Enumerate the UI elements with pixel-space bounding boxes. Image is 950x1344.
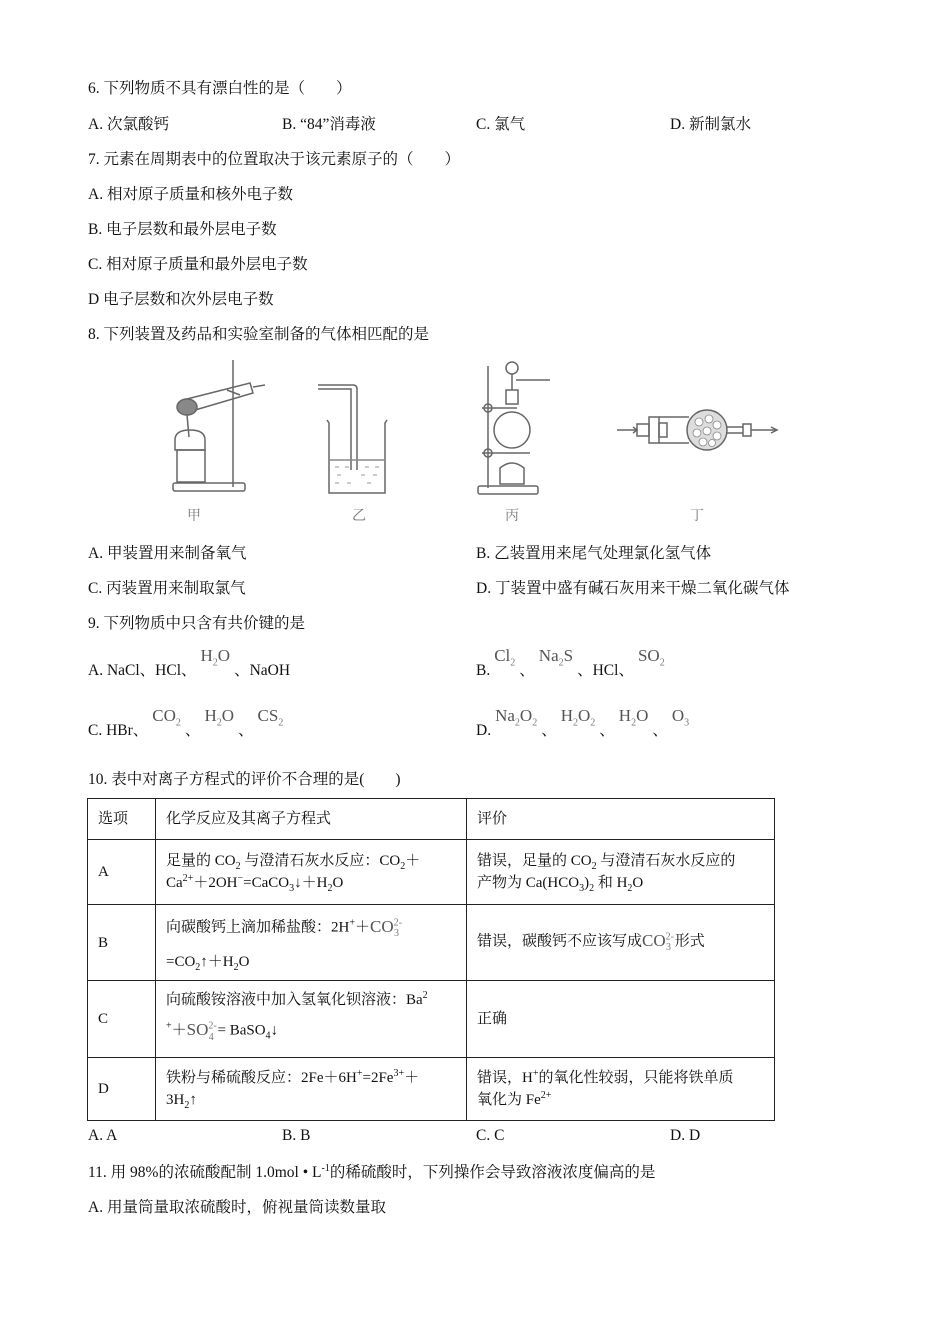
- separator: 、: [599, 722, 615, 739]
- q7-option-c: C. 相对原子质量和最外层电子数: [88, 256, 308, 273]
- heating-test-tube-apparatus-icon: [165, 355, 275, 495]
- q9-d-prefix: D.: [476, 722, 492, 739]
- table-row: [88, 981, 775, 1058]
- q8-option-a: A. 甲装置用来制备氧气: [88, 545, 247, 562]
- separator: 、: [234, 662, 250, 679]
- separator: 、: [577, 662, 593, 679]
- formula-h2o: $H_2O$: [204, 706, 234, 729]
- formula-cl2: $Cl_2$: [494, 646, 516, 669]
- figure-label-jia: 甲: [187, 509, 201, 524]
- q7-option-b: B. 电子层数和最外层电子数: [88, 221, 277, 238]
- row-equation: 向碳酸钙上滴加稀盐酸：$2H^++CO^{2-}_3$ $=CO_2↑+H_2O$: [156, 905, 467, 981]
- q11-stem-sup: -1: [321, 1162, 330, 1174]
- q6-option-a: A. 次氯酸钙: [88, 116, 169, 133]
- beaker-gas-absorption-apparatus-icon: [315, 375, 395, 495]
- q9-option-a: [88, 646, 291, 682]
- table-row: [88, 905, 775, 981]
- separator: 、: [652, 722, 668, 739]
- separator: 、: [519, 662, 535, 679]
- row-equation: 铁粉与稀硫酸反应：$2Fe+6H^+=2Fe^{3+}+$ $3H_2↑$: [156, 1058, 467, 1121]
- row-evaluation: 正确: [467, 981, 775, 1058]
- row-option: D: [88, 1058, 156, 1121]
- formula-cs2: $CS_2$: [257, 706, 284, 729]
- q6-option-b: B. “84”消毒液: [282, 116, 376, 133]
- formula-na2s: $Na_2S$: [538, 646, 574, 669]
- q9-a-prefix: A. NaCl、HCl、: [88, 662, 197, 679]
- formula-so2: $SO_2$: [637, 646, 665, 669]
- figure-label-bing: 丙: [505, 509, 519, 524]
- row-evaluation: 错误，H+的氧化性较弱，只能将铁单质 氧化为 $Fe^{2+}$: [467, 1058, 775, 1121]
- q9-b-mid: HCl、: [592, 662, 634, 679]
- question-6-stem: 6. 下列物质不具有漂白性的是（ ）: [88, 80, 352, 97]
- q9-option-b: [476, 646, 669, 682]
- question-9-stem: 9. 下列物质中只含有共价键的是: [88, 615, 306, 632]
- formula-co2: $CO_2$: [152, 706, 181, 729]
- figure-label-ding: 丁: [690, 509, 704, 524]
- question-11-stem: [88, 1160, 655, 1182]
- row-equation: 足量的 $CO_2$ 与澄清石灰水反应：$CO_2+$ $Ca^{2+}+2OH^-=CaCO_3↓+H_2O$: [156, 840, 467, 905]
- figure-label-yi: 乙: [352, 509, 366, 524]
- q10-choice-c: C. C: [476, 1127, 505, 1144]
- q8-option-c: C. 丙装置用来制取氯气: [88, 580, 246, 597]
- flask-separatory-funnel-apparatus-icon: [472, 358, 562, 498]
- row-option: A: [88, 840, 156, 905]
- table-row: [88, 840, 775, 905]
- q10-choice-d: D. D: [670, 1127, 701, 1144]
- formula-o3: $O_3$: [671, 706, 690, 729]
- separator: 、: [184, 722, 201, 739]
- header-evaluation: 评价: [467, 799, 775, 840]
- row-equation: 向硫酸铵溶液中加入氢氧化钡溶液：Ba$^2$ $^++SO^{2-}_4$ = BaSO$_4$↓: [156, 981, 467, 1058]
- formula-na2o2: $Na_2O_2$: [495, 706, 538, 729]
- q9-option-d: [476, 706, 693, 742]
- question-7-stem: 7. 元素在周期表中的位置取决于该元素原子的（ ）: [88, 151, 461, 168]
- q9-b-prefix: B.: [476, 662, 491, 679]
- row-option: C: [88, 981, 156, 1058]
- q8-option-b: B. 乙装置用来尾气处理氯化氢气体: [476, 545, 712, 562]
- q8-option-d: D. 丁装置中盛有碱石灰用来干燥二氧化碳气体: [476, 580, 790, 597]
- q11-option-a: A. 用量筒量取浓硫酸时，俯视量筒读数量取: [88, 1199, 386, 1216]
- ion-equation-table: [87, 798, 775, 1121]
- q10-choice-a: A. A: [88, 1127, 118, 1144]
- separator: 、: [541, 722, 557, 739]
- table-row: [88, 1058, 775, 1121]
- formula-h2o2: $H_2O_2$: [560, 706, 596, 729]
- header-option: 选项: [88, 799, 156, 840]
- row-evaluation: 错误，足量的 $CO_2$ 与澄清石灰水反应的 产物为 $Ca(HCO_3)_2$ 和 $H_2O$: [467, 840, 775, 905]
- q7-option-a: A. 相对原子质量和核外电子数: [88, 186, 293, 203]
- q7-option-d: D 电子层数和次外层电子数: [88, 291, 274, 308]
- formula-h2o: $H_2O$: [618, 706, 649, 729]
- q6-option-d: D. 新制氯水: [670, 116, 751, 133]
- drying-tube-apparatus-icon: [615, 405, 785, 455]
- question-10-stem: 10. 表中对离子方程式的评价不合理的是( ): [88, 771, 401, 788]
- formula-h2o: $H_2O$: [200, 646, 231, 669]
- separator: 、: [238, 722, 254, 739]
- q11-stem-suffix: 的稀硫酸时，下列操作会导致溶液浓度偏高的是: [329, 1164, 656, 1181]
- q9-c-prefix: C. HBr、: [88, 722, 149, 739]
- question-8-stem: 8. 下列装置及药品和实验室制备的气体相匹配的是: [88, 326, 430, 343]
- header-equation: 化学反应及其离子方程式: [156, 799, 467, 840]
- q9-a-suffix: NaOH: [249, 662, 291, 679]
- q11-stem-prefix: 11. 用 98%的浓硫酸配制 1.0mol • L: [88, 1164, 322, 1181]
- q9-option-c: [88, 706, 287, 742]
- q6-option-c: C. 氯气: [476, 116, 526, 133]
- q10-choice-b: B. B: [282, 1127, 311, 1144]
- row-evaluation: 错误，碳酸钙不应该写成$CO^{2-}_3$ 形式: [467, 905, 775, 981]
- table-header-row: [88, 799, 775, 840]
- row-option: B: [88, 905, 156, 981]
